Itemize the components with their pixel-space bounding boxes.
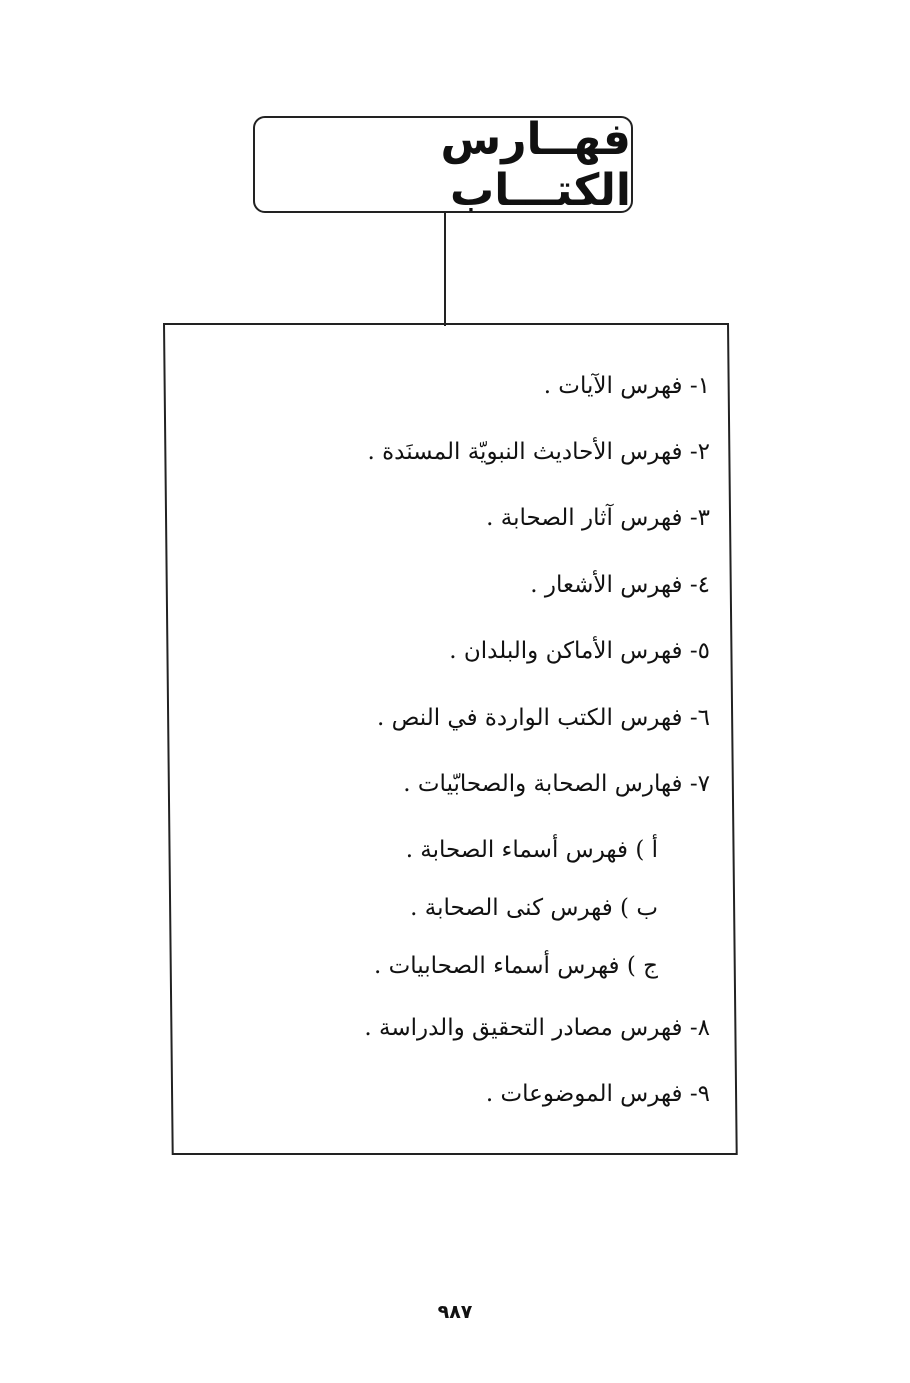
index-entry-1: ١- فهرس الآيات .	[543, 373, 710, 399]
index-entry-2: ٢- فهرس الأحاديث النبويّة المسنَدة .	[367, 439, 710, 465]
index-entry-3: ٣- فهرس آثار الصحابة .	[486, 505, 710, 531]
index-sub-entry-a: أ ) فهرس أسماء الصحابة .	[405, 837, 658, 863]
index-entry-6: ٦- فهرس الكتب الواردة في النص .	[376, 705, 710, 731]
index-sub-entry-b: ب ) فهرس كنى الصحابة .	[410, 895, 658, 921]
title-frame	[253, 113, 633, 216]
connector-line	[444, 213, 446, 326]
index-entry-9: ٩- فهرس الموضوعات .	[485, 1081, 710, 1107]
index-entry-7: ٧- فهارس الصحابة والصحابّيات .	[403, 771, 710, 797]
index-entry-8: ٨- فهرس مصادر التحقيق والدراسة .	[364, 1015, 710, 1041]
index-sub-entry-c: ج ) فهرس أسماء الصحابيات .	[373, 953, 658, 979]
index-entry-4: ٤- فهرس الأشعار .	[530, 572, 710, 598]
page-title: فهــارس الكتـــاب	[440, 113, 631, 216]
index-entry-5: ٥- فهرس الأماكن والبلدان .	[449, 638, 710, 664]
page-number: ٩٨٧	[437, 1301, 473, 1323]
